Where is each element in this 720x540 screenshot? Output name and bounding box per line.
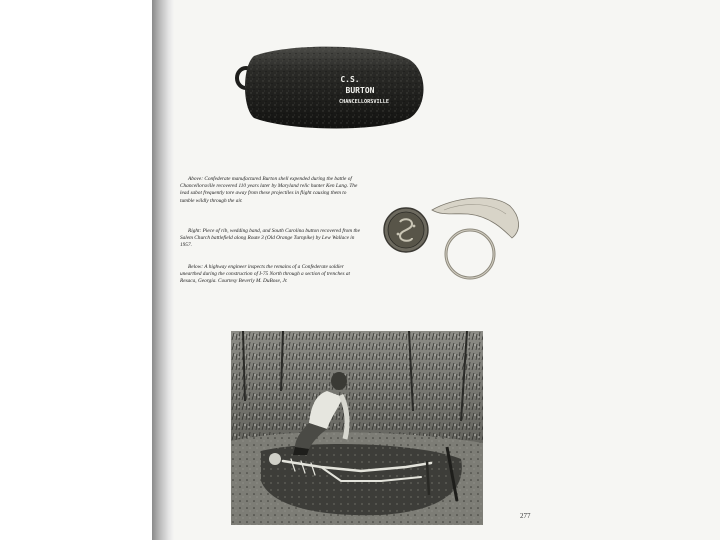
shell-inscription-line-2: BURTON <box>345 86 375 95</box>
wedding-band <box>446 230 494 278</box>
caption-below: Below: A highway engineer inspects the remains of a Confederate soldier unearthed during the construction of I-75 North through a section of trenches at Resaca, Georgia. Courtesy Beverly M. DuBose, Jr. <box>180 264 350 285</box>
shell-inscription-line-3: CHANCELLORSVILLE <box>339 99 389 105</box>
left-margin <box>0 0 152 540</box>
caption-right: Right: Piece of rib, wedding band, and South Carolina button recovered from the Salem Church battlefield along Route 3 (Old Orange Turnpike) by Lew Wallace in 1957. <box>180 228 360 249</box>
burton-shell-photo <box>232 38 428 134</box>
caption-above: Above: Confederate manufactured Burton shell expended during the battle of Chancellorsville recovered 110 years later by Maryland relic hunter Ken Lang. The lead sabot frequently tore away from these projectiles in flight causing them to tumble wildly through the air. <box>180 176 358 204</box>
page-number: 277 <box>520 512 531 520</box>
binding-shadow <box>152 0 174 540</box>
excavation-photo <box>231 331 483 525</box>
shell-inscription-line-1: C.S. <box>340 75 360 84</box>
south-carolina-button <box>384 208 428 252</box>
relics-photo <box>372 190 522 282</box>
burton-shell-illustration <box>232 38 428 134</box>
